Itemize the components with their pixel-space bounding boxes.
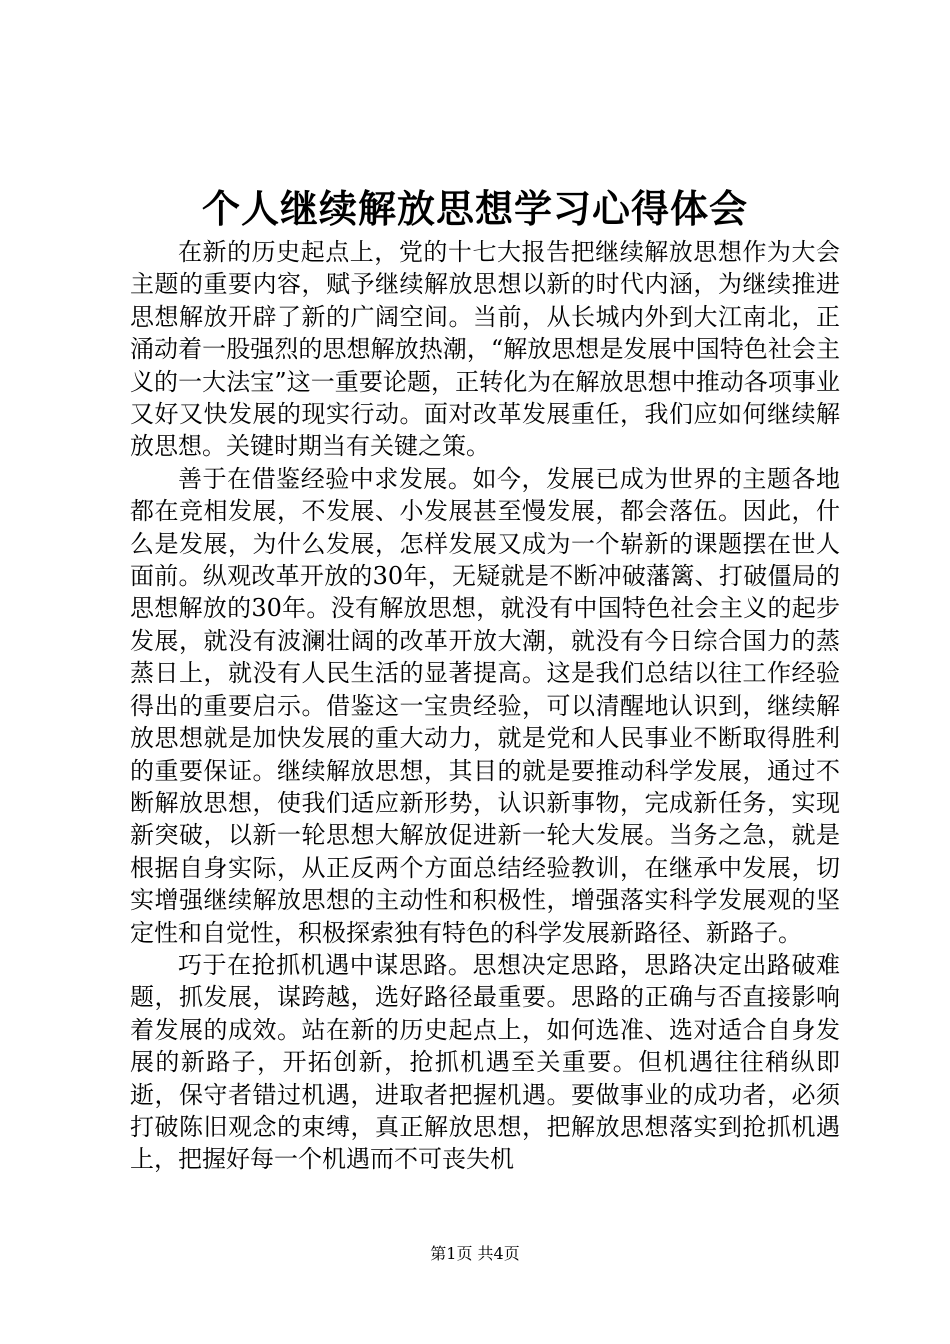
paragraph-1: 在新的历史起点上，党的十七大报告把继续解放思想作为大会主题的重要内容，赋予继续解放思想以新的时代内涵，为继续推进思想解放开辟了新的广阔空间。当前，从长城内外到大江南北，正涌动着一股强烈的思想解放热潮，“解放思想是发展中国特色社会主义的一大法宝”这一重要论题，正转化为在解放思想中推动各项事业又好又快发展的现实行动。面对改革发展重任，我们应如何继续解放思想。关键时期当有关键之策。	[130, 238, 840, 461]
paragraph-3: 巧于在抢抓机遇中谋思路。思想决定思路，思路决定出路破难题，抓发展，谋跨越，选好路径最重要。思路的正确与否直接影响着发展的成效。站在新的历史起点上，如何选准、选对适合自身发展的新路子，开拓创新，抢抓机遇至关重要。但机遇往往稍纵即逝，保守者错过机遇，进取者把握机遇。要做事业的成功者，必须打破陈旧观念的束缚，真正解放思想，把解放思想落实到抢抓机遇上，把握好每一个机遇而不可丧失机	[130, 950, 840, 1174]
page-footer: 第1页 共4页	[430, 1244, 520, 1263]
paragraph-2: 善于在借鉴经验中求发展。如今，发展已成为世界的主题各地都在竞相发展，不发展、小发展甚至慢发展，都会落伍。因此，什么是发展，为什么发展，怎样发展又成为一个崭新的课题摆在世人面前。纵观改革开放的30年，无疑就是不断冲破藩篱、打破僵局的思想解放的30年。没有解放思想，就没有中国特色社会主义的起步发展，就没有波澜壮阔的改革开放大潮，就没有今日综合国力的蒸蒸日上，就没有人民生活的显著提高。这是我们总结以往工作经验得出的重要启示。借鉴这一宝贵经验，可以清醒地认识到，继续解放思想就是加快发展的重大动力，就是党和人民事业不断取得胜利的重要保证。继续解放思想，其目的就是要推动科学发展，通过不断解放思想，使我们适应新形势，认识新事物，完成新任务，实现新突破，以新一轮思想大解放促进新一轮大发展。当务之急，就是根据自身实际，从正反两个方面总结经验教训，在继承中发展，切实增强继续解放思想的主动性和积极性，增强落实科学发展观的坚定性和自觉性，积极探索独有特色的科学发展新路径、新路子。	[130, 464, 840, 947]
document-title: 个人继续解放思想学习心得体会	[201, 186, 748, 231]
document-body	[130, 236, 840, 1176]
